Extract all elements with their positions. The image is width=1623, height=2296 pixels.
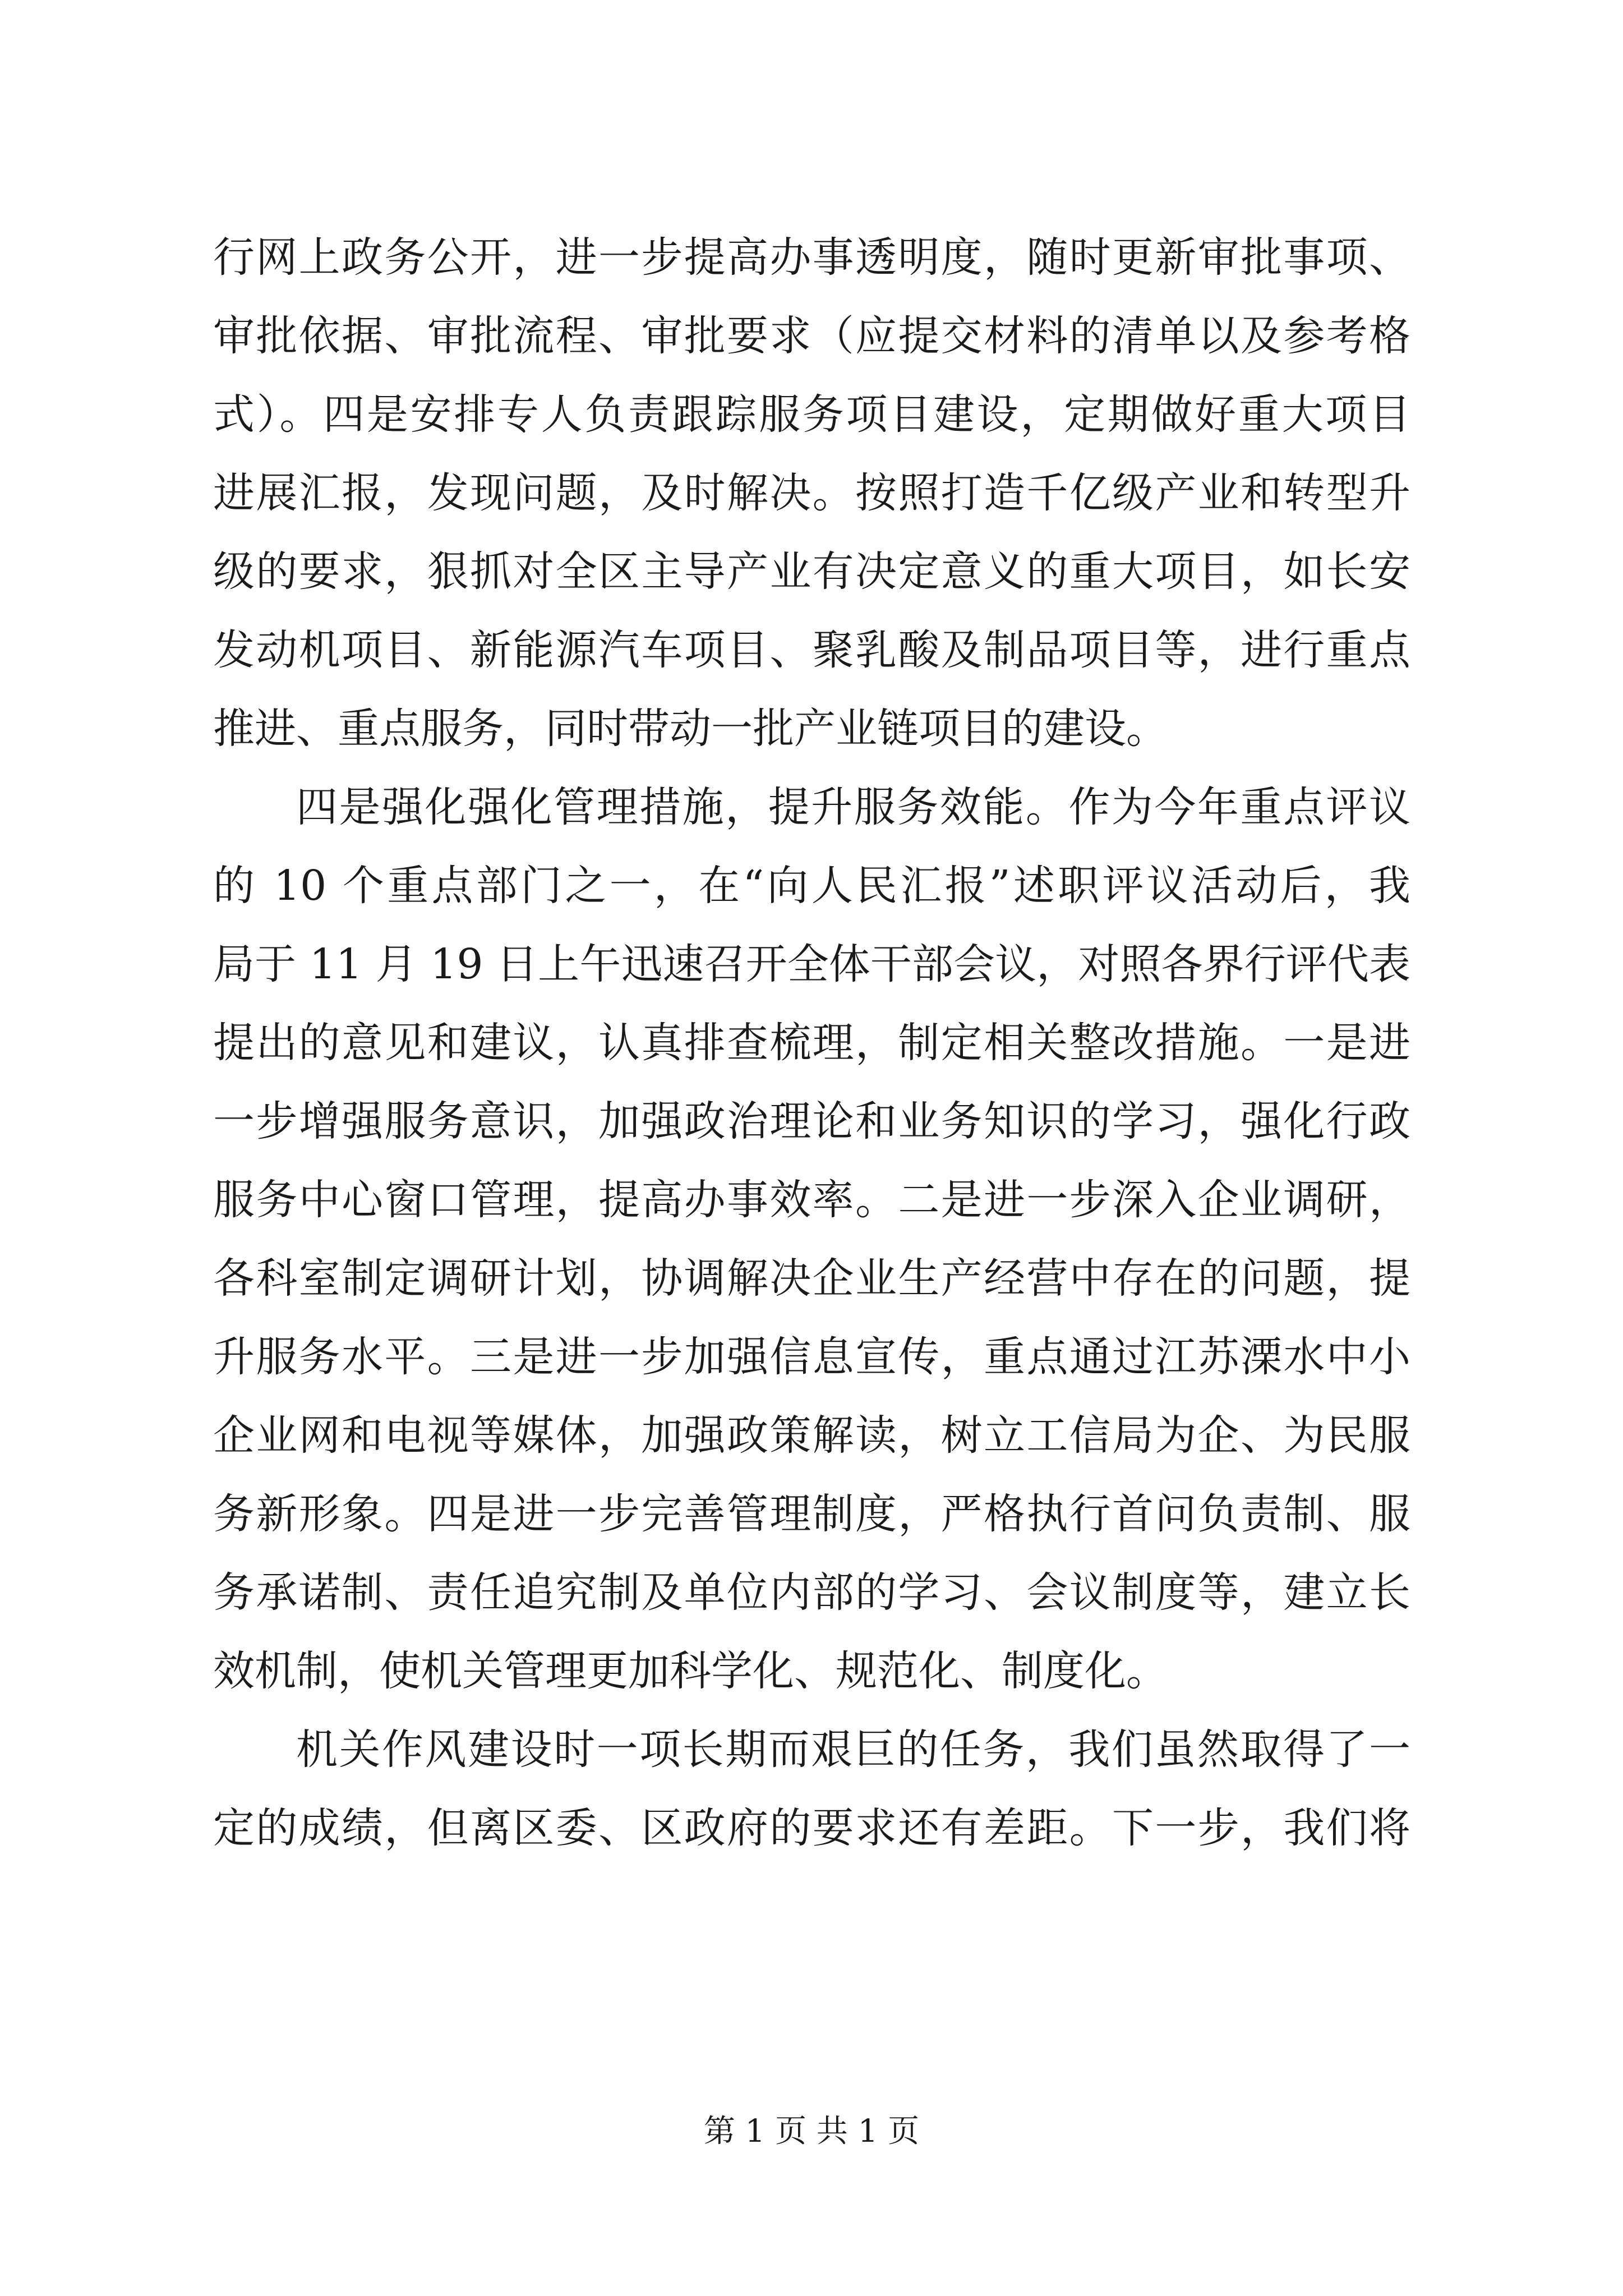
paragraph-first-line: 机关作风建设时一项长期而艰巨的任务，我们虽然取得了一 [296,1726,1410,1774]
text-line: 一步增强服务意识，加强政治理论和业务知识的学习，强化行政 [213,1097,1410,1145]
text-line: 效机制，使机关管理更加科学化、规范化、制度化。 [213,1647,1168,1695]
text-line: 提出的意见和建议，认真排查梳理，制定相关整改措施。一是进 [213,1019,1410,1067]
text-line: 务承诺制、责任追究制及单位内部的学习、会议制度等，建立长 [213,1568,1410,1617]
text-line: 行网上政务公开，进一步提高办事透明度，随时更新审批事项、 [213,233,1410,282]
text-line: 各科室制定调研计划，协调解决企业生产经营中存在的问题，提 [213,1254,1410,1303]
text-line: 局于 11 月 19 日上午迅速召开全体干部会议，对照各界行评代表 [213,940,1410,988]
text-line: 的 10 个重点部门之一，在“向人民汇报”述职评议活动后，我 [213,862,1410,910]
paragraph-first-line: 四是强化强化管理措施，提升服务效能。作为今年重点评议 [296,783,1410,831]
text-line: 推进、重点服务，同时带动一批产业链项目的建设。 [213,705,1168,753]
page-footer: 第 1 页 共 1 页 [703,2113,920,2150]
text-line: 服务中心窗口管理，提高办事效率。二是进一步深入企业调研， [213,1176,1410,1224]
text-line: 式）。四是安排专人负责跟踪服务项目建设，定期做好重大项目 [213,390,1410,439]
text-line: 企业网和电视等媒体，加强政策解读，树立工信局为企、为民服 [213,1411,1410,1460]
text-line: 进展汇报，发现问题，及时解决。按照打造千亿级产业和转型升 [213,469,1410,517]
text-line: 发动机项目、新能源汽车项目、聚乳酸及制品项目等，进行重点 [213,626,1410,674]
text-line: 升服务水平。三是进一步加强信息宣传，重点通过江苏溧水中小 [213,1333,1410,1381]
text-line: 审批依据、审批流程、审批要求（应提交材料的清单以及参考格 [213,312,1410,360]
text-line: 级的要求，狠抓对全区主导产业有决定意义的重大项目，如长安 [213,547,1410,596]
text-line: 务新形象。四是进一步完善管理制度，严格执行首问负责制、服 [213,1490,1410,1538]
text-line: 定的成绩，但离区委、区政府的要求还有差距。下一步，我们将 [213,1804,1410,1852]
